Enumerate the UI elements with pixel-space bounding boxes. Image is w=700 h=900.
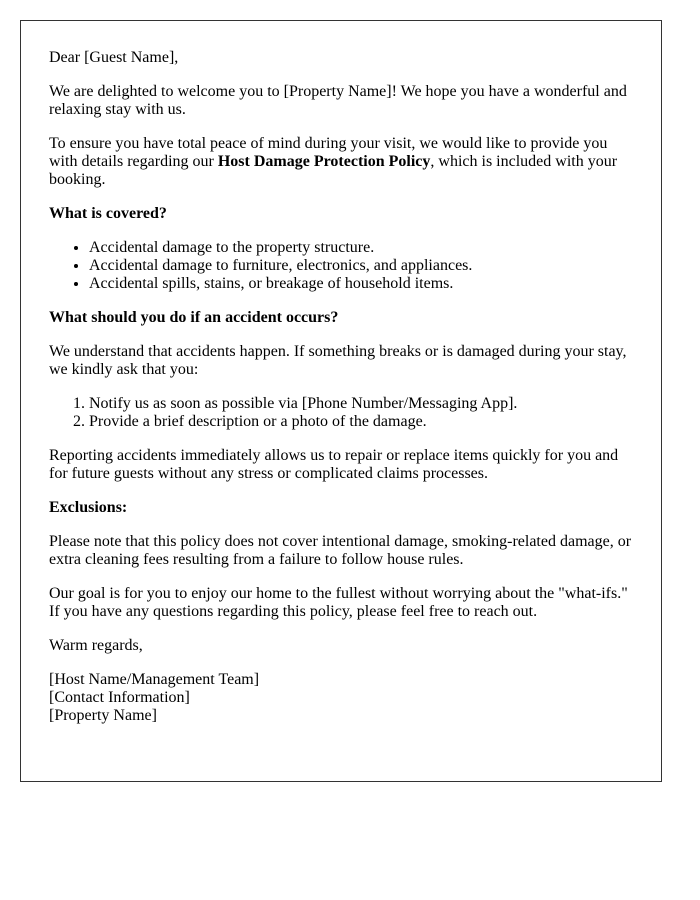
accident-step: 1. Notify us as soon as possible via [Phone Number/Messaging App]. xyxy=(89,395,633,413)
policy-intro-before: To ensure you have total peace of mind during your visit, we would like to provide you with details regarding our xyxy=(49,135,608,170)
letter-container xyxy=(20,20,662,782)
exclusions-heading: Exclusions: xyxy=(49,499,128,516)
covered-heading: What is covered? xyxy=(49,205,167,222)
policy-name: Host Damage Protection Policy xyxy=(217,153,431,170)
accident-followup: Reporting accidents immediately allows us to repair or replace items quickly for you and for future guests without any stress or complicated claims processes. xyxy=(49,447,619,482)
policy-intro-paragraph xyxy=(49,135,633,189)
covered-item: • Accidental spills, stains, or breakage of household items. xyxy=(89,275,633,293)
accident-step: 2. Provide a brief description or a photo of the damage. xyxy=(89,413,633,431)
exclusions-text: Please note that this policy does not cover intentional damage, smoking-related damage, or extra cleaning fees resulting from a failure to follow house rules. xyxy=(49,533,632,568)
policy-intro-after: , which is included with your booking. xyxy=(49,153,618,188)
signature-block xyxy=(49,671,633,725)
covered-item: • Accidental damage to the property structure. xyxy=(89,239,633,257)
sign-off: Warm regards, xyxy=(49,637,143,654)
covered-item: • Accidental damage to furniture, electronics, and appliances. xyxy=(89,257,633,275)
closing-paragraph: Our goal is for you to enjoy our home to the fullest without worrying about the "what-ifs." If you have any questions regarding this policy, please feel free to reach out. xyxy=(49,585,628,620)
greeting: Dear [Guest Name], xyxy=(49,49,179,66)
accident-heading: What should you do if an accident occurs? xyxy=(49,309,339,326)
signature-host-name: [Host Name/Management Team] xyxy=(49,671,260,688)
accident-intro: We understand that accidents happen. If something breaks or is damaged during your stay, we kindly ask that you: xyxy=(49,343,627,378)
signature-contact-info: [Contact Information] xyxy=(49,689,190,706)
signature-property-name: [Property Name] xyxy=(49,707,157,724)
covered-list xyxy=(49,239,633,293)
accident-steps-list xyxy=(49,395,633,431)
intro-paragraph: We are delighted to welcome you to [Property Name]! We hope you have a wonderful and relaxing stay with us. xyxy=(49,83,627,118)
